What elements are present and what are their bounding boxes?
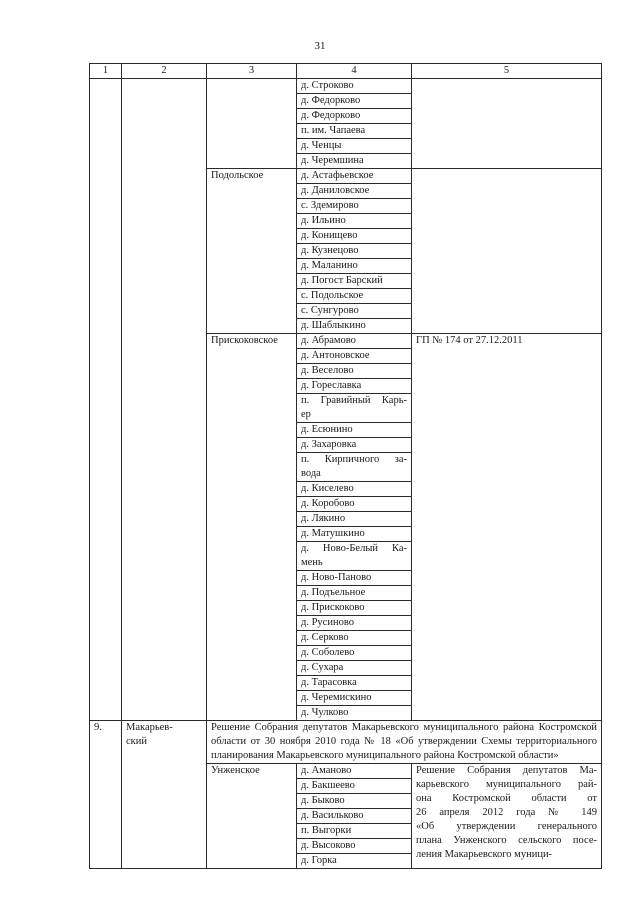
page-number: 31 <box>314 40 326 52</box>
locality-cell <box>297 571 412 586</box>
cell-line: д. Федорково <box>301 110 361 121</box>
cell-line: д. Абрамово <box>301 335 356 346</box>
cell-line: д. Киселево <box>301 483 354 494</box>
cell-line: д. Маланино <box>301 260 358 271</box>
locality-cell <box>297 676 412 691</box>
cell-line: д. Строково <box>301 80 354 91</box>
cell-line: д. Черемискино <box>301 692 372 703</box>
locality-cell <box>297 259 412 274</box>
settlements-table <box>89 63 602 869</box>
settlement-name-cell <box>207 79 297 169</box>
cell-line: д. Астафьевское <box>301 170 374 181</box>
cell-line: д. Кузнецово <box>301 245 359 256</box>
locality-cell <box>297 334 412 349</box>
district-cell <box>122 79 207 721</box>
cell-line: ер <box>301 409 311 420</box>
locality-cell <box>297 184 412 199</box>
cell-line: ский <box>126 736 147 747</box>
locality-cell: п. Выгорки <box>297 824 412 839</box>
locality-cell <box>297 169 412 184</box>
cell-line: д. Соболево <box>301 647 355 658</box>
locality-cell <box>297 453 412 482</box>
locality-cell: д. Бакшеево <box>297 779 412 794</box>
cell-line: д. Серково <box>301 632 349 643</box>
locality-cell <box>297 706 412 721</box>
settlement-name-cell: Унженское <box>207 764 297 869</box>
locality-cell <box>297 124 412 139</box>
cell-line: д. Погост Барский <box>301 275 383 286</box>
cell-line: с. Здемирово <box>301 200 359 211</box>
cell-line: плана Унженского сельского посе- <box>416 835 597 846</box>
locality-cell <box>297 394 412 423</box>
column-header: 3 <box>207 64 297 79</box>
locality-cell: д. Аманово <box>297 764 412 779</box>
cell-line: вода <box>301 468 321 479</box>
document-cell <box>412 169 602 334</box>
locality-cell <box>297 661 412 676</box>
locality-cell <box>297 364 412 379</box>
locality-cell <box>297 586 412 601</box>
cell-line: 26 апреля 2012 года № 149 <box>416 807 597 818</box>
cell-line: д. Подъельное <box>301 587 366 598</box>
cell-line: д. Чулково <box>301 707 349 718</box>
locality-cell <box>297 601 412 616</box>
column-header: 1 <box>90 64 122 79</box>
cell-line: она Костромской области от <box>416 793 597 804</box>
locality-cell <box>297 154 412 169</box>
settlement-name-cell: Прискоковское <box>207 334 297 721</box>
cell-line: д. Тарасовка <box>301 677 357 688</box>
cell-line: д. Антоновское <box>301 350 370 361</box>
locality-cell: д. Васильково <box>297 809 412 824</box>
locality-cell <box>297 79 412 94</box>
locality-cell <box>297 304 412 319</box>
locality-cell <box>297 691 412 706</box>
cell-line: д. Гореславка <box>301 380 362 391</box>
locality-cell <box>297 527 412 542</box>
document-cell: ГП № 174 от 27.12.2011 <box>412 334 602 721</box>
cell-line: п. им. Чапаева <box>301 125 366 136</box>
locality-cell <box>297 497 412 512</box>
cell-line: с. Подольское <box>301 290 364 301</box>
settlement-name-cell: Подольское <box>207 169 297 334</box>
locality-cell <box>297 94 412 109</box>
number-cell <box>90 79 122 721</box>
locality-cell <box>297 512 412 527</box>
cell-line: д. Захаровка <box>301 439 357 450</box>
header-row <box>90 64 602 79</box>
locality-cell <box>297 274 412 289</box>
cell-line: д. Прискоково <box>301 602 365 613</box>
cell-line: д. Черемшина <box>301 155 364 166</box>
locality-cell <box>297 482 412 497</box>
locality-cell <box>297 139 412 154</box>
cell-line: д. Федорково <box>301 95 361 106</box>
column-header: 5 <box>412 64 602 79</box>
locality-cell <box>297 542 412 571</box>
cell-line: д. Даниловское <box>301 185 370 196</box>
table-row <box>90 79 602 94</box>
locality-cell <box>297 319 412 334</box>
locality-cell: д. Горка <box>297 854 412 869</box>
cell-line: «Об утверждении генерального <box>416 821 597 832</box>
cell-line: п. Кирпичного за- <box>301 454 407 465</box>
locality-cell: д. Высоково <box>297 839 412 854</box>
cell-line: д. Шаблыкино <box>301 320 366 331</box>
district-decision-cell: Решение Собрания депутатов Макарьевского муниципального района Костромской области от 30 ноября 2010 года № 18 «Об утверждении Схемы территориального планирования Макарьевского муниципального района Костромской области» <box>207 721 602 764</box>
locality-cell: д. Быково <box>297 794 412 809</box>
cell-line: д. Коробово <box>301 498 355 509</box>
locality-cell <box>297 349 412 364</box>
cell-line: д. Ново-Белый Ка- <box>301 543 407 554</box>
cell-line: д. Ильино <box>301 215 346 226</box>
locality-cell <box>297 438 412 453</box>
cell-line: Макарьев- <box>126 722 173 733</box>
cell-line: с. Сунгурово <box>301 305 359 316</box>
locality-cell <box>297 109 412 124</box>
cell-line: п. Гравийный Карь- <box>301 395 407 406</box>
locality-cell <box>297 199 412 214</box>
cell-line: д. Конищево <box>301 230 358 241</box>
cell-line: д. Веселово <box>301 365 354 376</box>
cell-line: д. Русиново <box>301 617 354 628</box>
document-cell <box>412 79 602 169</box>
cell-line: д. Ченцы <box>301 140 342 151</box>
cell-line: Решение Собрания депутатов Ма- <box>416 765 597 776</box>
locality-cell <box>297 214 412 229</box>
cell-line: карьевского муниципального рай- <box>416 779 597 790</box>
locality-cell <box>297 229 412 244</box>
cell-line: д. Лякино <box>301 513 346 524</box>
locality-cell <box>297 244 412 259</box>
cell-line: д. Есюнино <box>301 424 353 435</box>
column-header: 2 <box>122 64 207 79</box>
cell-line: д. Матушкино <box>301 528 365 539</box>
cell-line: д. Ново-Паново <box>301 572 372 583</box>
cell-line: д. Сухара <box>301 662 344 673</box>
table-row <box>90 721 602 764</box>
locality-cell <box>297 631 412 646</box>
document-cell <box>412 764 602 869</box>
column-header: 4 <box>297 64 412 79</box>
cell-line: ления Макарьевского муници- <box>416 849 553 860</box>
locality-cell <box>297 379 412 394</box>
locality-cell <box>297 616 412 631</box>
locality-cell <box>297 289 412 304</box>
number-cell: 9. <box>90 721 122 869</box>
cell-line: мень <box>301 557 323 568</box>
locality-cell <box>297 423 412 438</box>
district-cell <box>122 721 207 869</box>
locality-cell <box>297 646 412 661</box>
